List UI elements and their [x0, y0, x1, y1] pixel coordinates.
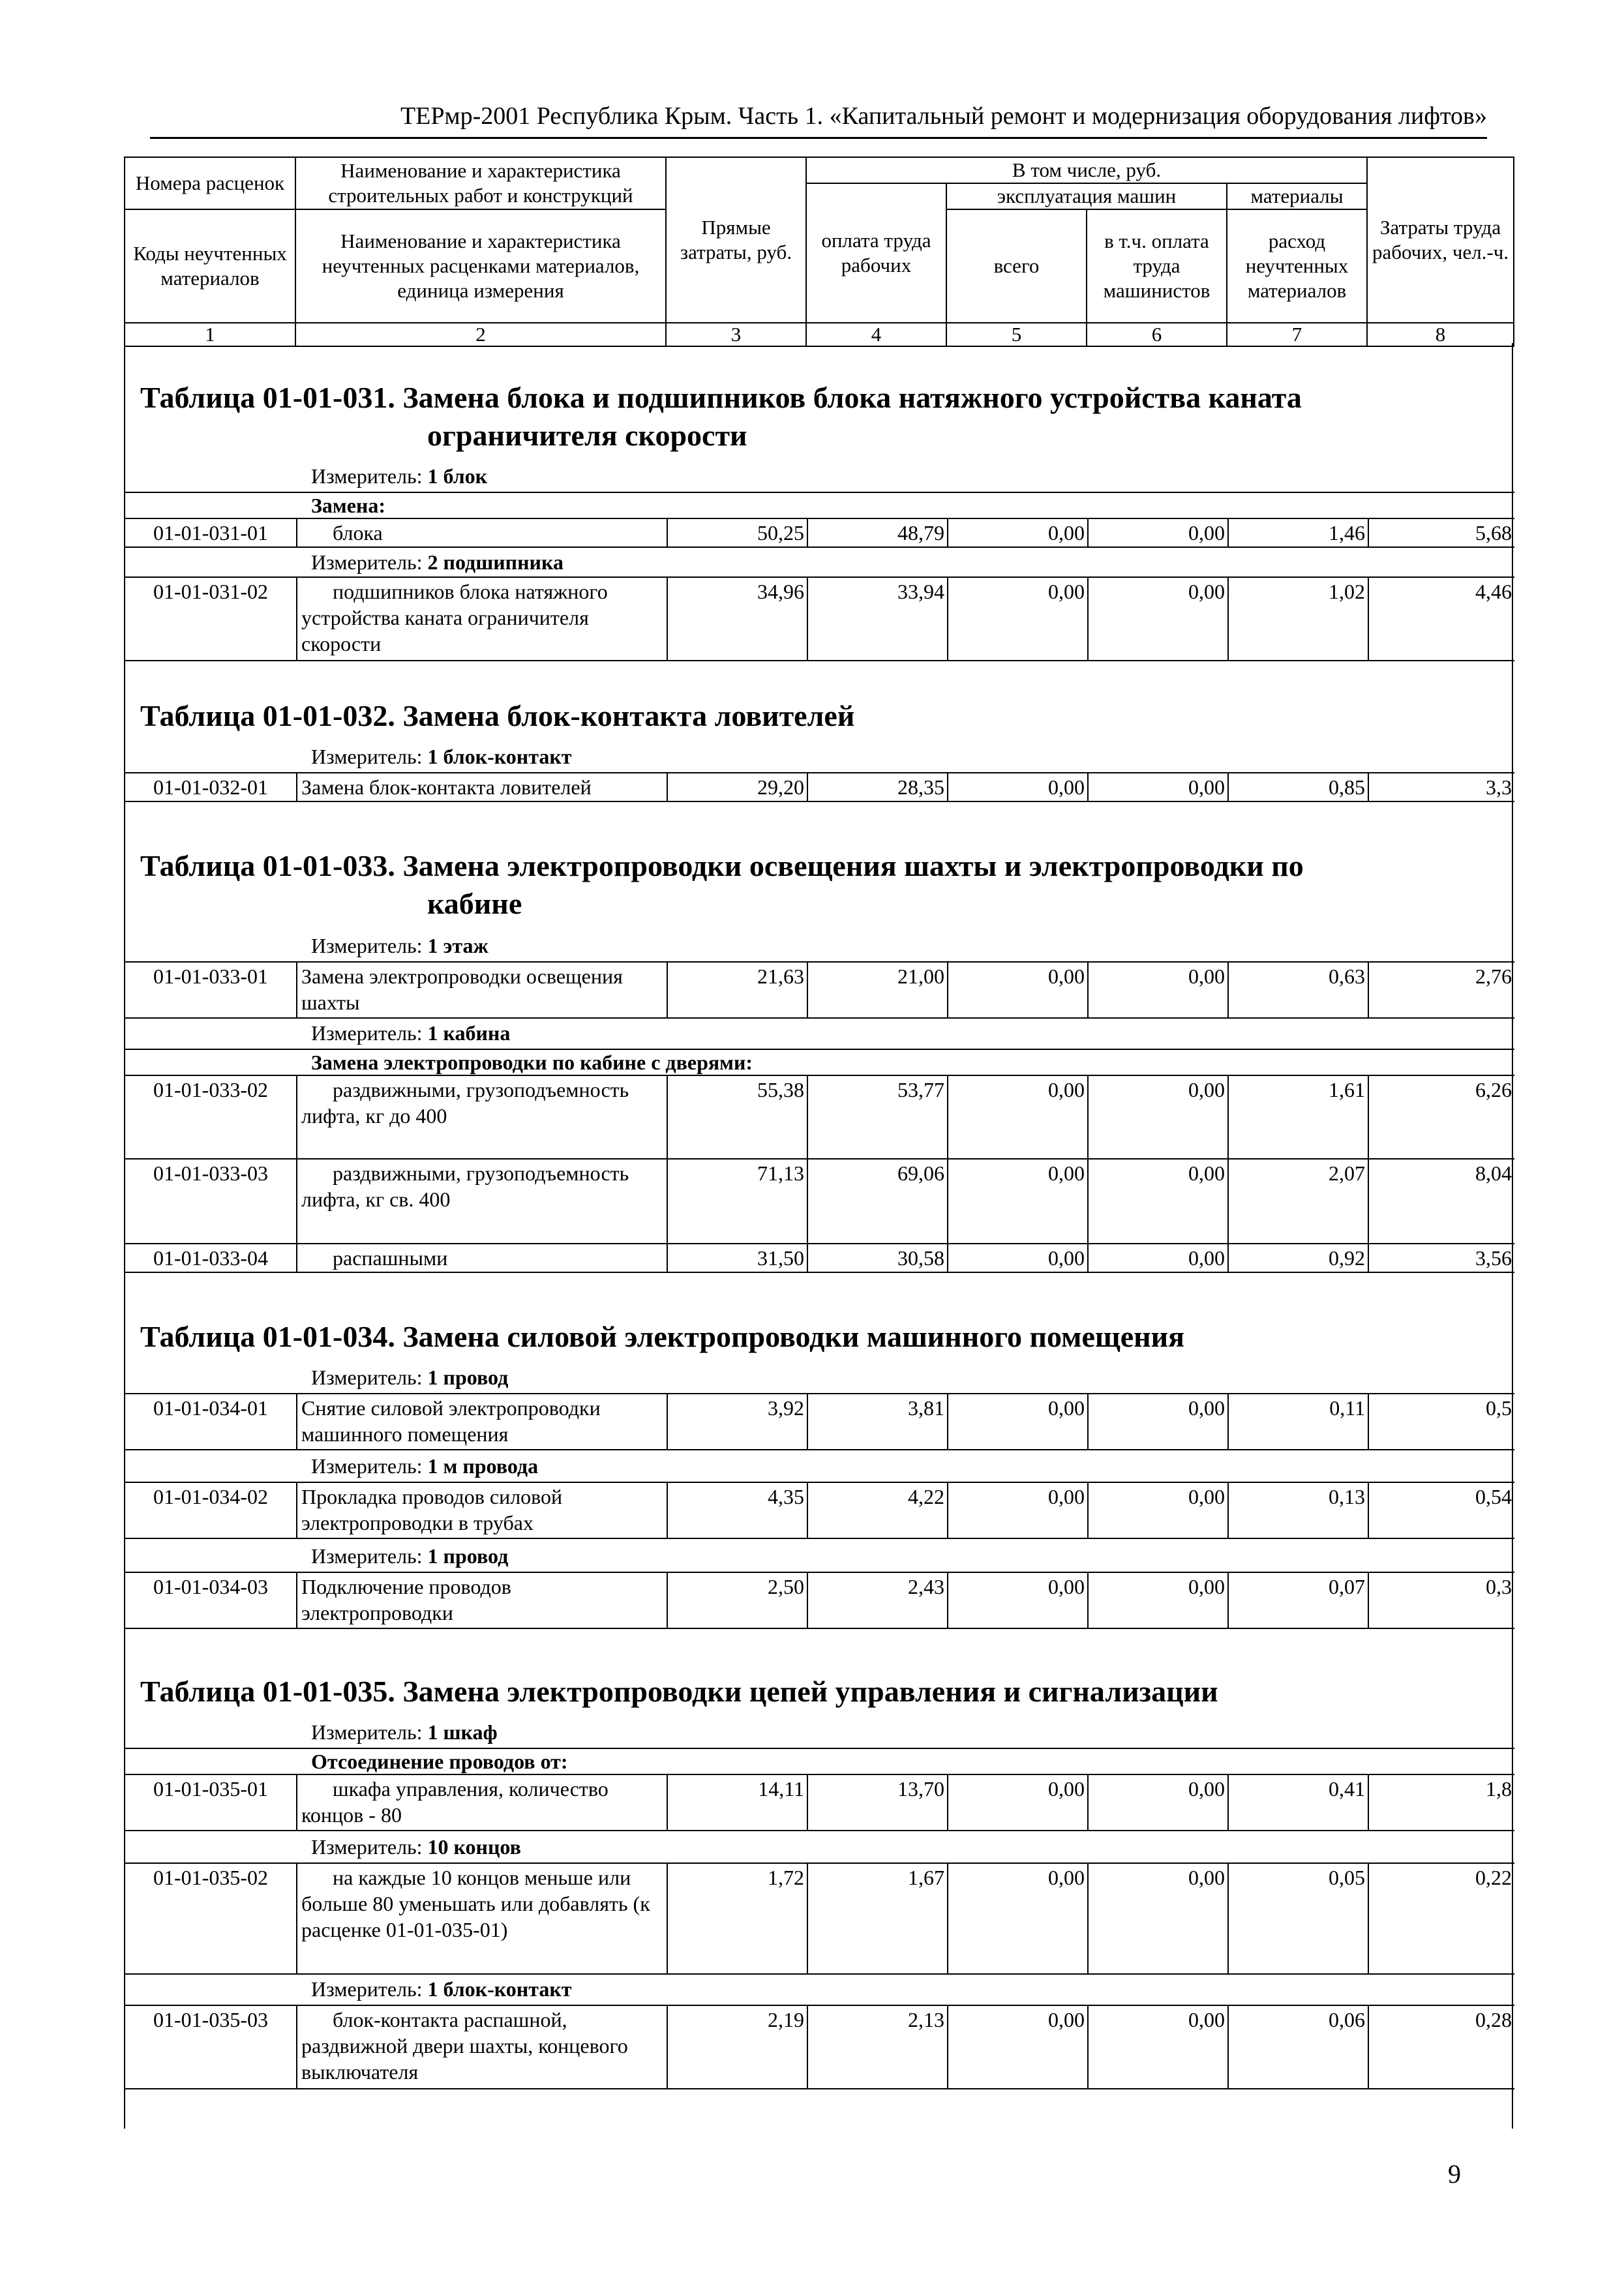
rate-code: 01-01-033-01 — [153, 965, 268, 988]
machines-header: эксплуатация машин — [946, 183, 1227, 209]
rate-code: 01-01-034-02 — [153, 1485, 268, 1508]
labor-pay: 28,35 — [807, 773, 947, 801]
rate-name: раздвижными, грузоподъемность лифта, кг до 400 — [296, 1076, 667, 1158]
table-035-measure-2: Измеритель: 10 концов — [311, 1835, 521, 1859]
materials: 2,07 — [1227, 1159, 1368, 1243]
machines-pay: 0,00 — [1087, 1573, 1227, 1628]
table-row — [125, 518, 1514, 548]
table-033-measure-2: Измеритель: 1 кабина — [311, 1021, 511, 1045]
table-035-measure-1: Измеритель: 1 шкаф — [311, 1720, 498, 1744]
table-row — [125, 2005, 1514, 2089]
running-title: ТЕРмр-2001 Республика Крым. Часть 1. «Капитальный ремонт и модернизация оборудования лифтов» — [400, 102, 1487, 130]
table-031-group-heading: Замена: — [125, 492, 1514, 519]
materials: 0,13 — [1227, 1483, 1368, 1538]
table-034-title: Таблица 01-01-034. Замена силовой электропроводки машинного помещения — [140, 1320, 1185, 1353]
col3-header: Прямые затраты, руб. — [666, 157, 806, 323]
machines-total: 0,00 — [947, 578, 1087, 660]
rate-name: на каждые 10 концов меньше или больше 80 уменьшать или добавлять (к расценке 01-01-035-01) — [296, 1864, 667, 1973]
labor-hours: 2,76 — [1368, 963, 1514, 1017]
materials: 0,63 — [1227, 963, 1368, 1017]
table-row — [125, 1243, 1514, 1273]
materials: 0,41 — [1227, 1775, 1368, 1830]
rate-name: блока — [296, 519, 667, 546]
rate-name: распашными — [296, 1244, 667, 1272]
rate-code: 01-01-031-02 — [153, 580, 268, 603]
rate-code: 01-01-033-04 — [153, 1246, 268, 1270]
table-033-group-heading: Замена электропроводки по кабине с дверями: — [125, 1049, 1514, 1076]
direct-costs: 2,50 — [667, 1573, 807, 1628]
machines-pay: 0,00 — [1087, 773, 1227, 801]
labor-hours: 0,54 — [1368, 1483, 1514, 1538]
machines-total: 0,00 — [947, 1159, 1087, 1243]
labor-hours: 6,26 — [1368, 1076, 1514, 1158]
rate-code: 01-01-035-03 — [153, 2008, 268, 2031]
labor-hours: 5,68 — [1368, 519, 1514, 546]
rate-name: раздвижными, грузоподъемность лифта, кг св. 400 — [296, 1159, 667, 1243]
machines-total: 0,00 — [947, 2006, 1087, 2088]
machines-pay-header: в т.ч. оплата труда машинистов — [1087, 209, 1227, 323]
machines-pay: 0,00 — [1087, 963, 1227, 1017]
machines-total: 0,00 — [947, 773, 1087, 801]
page-number: 9 — [1448, 2159, 1461, 2189]
table-row — [125, 1572, 1514, 1629]
materials: 1,61 — [1227, 1076, 1368, 1158]
col1-top-header: Номера расценок — [125, 157, 295, 209]
materials-header: материалы — [1227, 183, 1367, 209]
table-032-measure-1: Измеритель: 1 блок-контакт — [311, 745, 572, 768]
direct-costs: 1,72 — [667, 1864, 807, 1973]
labor-pay: 53,77 — [807, 1076, 947, 1158]
rate-code: 01-01-033-02 — [153, 1078, 268, 1101]
table-031-measure-2: Измеритель: 2 подшипника — [311, 550, 564, 574]
table-033-title-line2: кабине — [427, 887, 522, 920]
rate-code: 01-01-034-01 — [153, 1396, 268, 1420]
col-number-2: 2 — [295, 323, 666, 346]
rate-code: 01-01-032-01 — [153, 775, 268, 799]
machines-total: 0,00 — [947, 1394, 1087, 1449]
table-034-measure-2: Измеритель: 1 м провода — [311, 1454, 539, 1478]
col-number-8: 8 — [1367, 323, 1514, 346]
running-header — [150, 91, 1487, 139]
machines-pay: 0,00 — [1087, 1775, 1227, 1830]
table-034-measure-3: Измеритель: 1 провод — [311, 1544, 509, 1568]
machines-total: 0,00 — [947, 1076, 1087, 1158]
rate-name: Замена блок-контакта ловителей — [296, 773, 667, 801]
rate-code: 01-01-035-01 — [153, 1777, 268, 1801]
table-035-title: Таблица 01-01-035. Замена электропроводки цепей управления и сигнализации — [140, 1675, 1218, 1708]
direct-costs: 2,19 — [667, 2006, 807, 2088]
table-row — [125, 1393, 1514, 1450]
rates-body — [124, 343, 1513, 2129]
machines-total: 0,00 — [947, 1483, 1087, 1538]
labor-hours: 0,5 — [1368, 1394, 1514, 1449]
col8-header: Затраты труда рабочих, чел.-ч. — [1367, 157, 1514, 323]
direct-costs: 4,35 — [667, 1483, 807, 1538]
col2-top-header: Наименование и характеристика строительных работ и конструкций — [295, 157, 666, 209]
table-row — [125, 961, 1514, 1019]
table-row — [125, 1774, 1514, 1831]
labor-pay: 2,43 — [807, 1573, 947, 1628]
labor-hours: 4,46 — [1368, 578, 1514, 660]
incl-header: В том числе, руб. — [806, 157, 1367, 183]
table-031-title-line1: Таблица 01-01-031. Замена блока и подшипников блока натяжного устройства каната — [140, 381, 1302, 414]
materials: 0,11 — [1227, 1394, 1368, 1449]
table-row — [125, 1158, 1514, 1244]
table-row — [125, 772, 1514, 802]
machines-total: 0,00 — [947, 1775, 1087, 1830]
direct-costs: 14,11 — [667, 1775, 807, 1830]
col-number-4: 4 — [806, 323, 946, 346]
direct-costs: 3,92 — [667, 1394, 807, 1449]
col-number-7: 7 — [1227, 323, 1367, 346]
labor-pay: 21,00 — [807, 963, 947, 1017]
direct-costs: 21,63 — [667, 963, 807, 1017]
labor-pay: 48,79 — [807, 519, 947, 546]
machines-pay: 0,00 — [1087, 1076, 1227, 1158]
materials: 0,07 — [1227, 1573, 1368, 1628]
table-row — [125, 1075, 1514, 1159]
materials: 1,02 — [1227, 578, 1368, 660]
labor-hours: 8,04 — [1368, 1159, 1514, 1243]
materials-sub-header: расход неучтенных материалов — [1227, 209, 1367, 323]
materials: 0,92 — [1227, 1244, 1368, 1272]
labor-pay: 1,67 — [807, 1864, 947, 1973]
machines-total: 0,00 — [947, 519, 1087, 546]
rate-code: 01-01-035-02 — [153, 1866, 268, 1889]
labor-hours: 1,8 — [1368, 1775, 1514, 1830]
labor-hours: 0,22 — [1368, 1864, 1514, 1973]
labor-hours: 3,3 — [1368, 773, 1514, 801]
materials: 0,05 — [1227, 1864, 1368, 1973]
rate-name: Прокладка проводов силовой электропроводки в трубах — [296, 1483, 667, 1538]
machines-pay: 0,00 — [1087, 1483, 1227, 1538]
col-number-6: 6 — [1087, 323, 1227, 346]
col-number-1: 1 — [125, 323, 295, 346]
table-034-measure-1: Измеритель: 1 провод — [311, 1366, 509, 1389]
materials: 0,85 — [1227, 773, 1368, 801]
machines-pay: 0,00 — [1087, 1394, 1227, 1449]
machines-total: 0,00 — [947, 963, 1087, 1017]
machines-pay: 0,00 — [1087, 1159, 1227, 1243]
machines-pay: 0,00 — [1087, 578, 1227, 660]
machines-pay: 0,00 — [1087, 1864, 1227, 1973]
direct-costs: 34,96 — [667, 578, 807, 660]
col-number-3: 3 — [666, 323, 806, 346]
table-row — [125, 1863, 1514, 1975]
labor-hours: 0,28 — [1368, 2006, 1514, 2088]
machines-total: 0,00 — [947, 1573, 1087, 1628]
machines-total: 0,00 — [947, 1864, 1087, 1973]
rate-code: 01-01-034-03 — [153, 1575, 268, 1598]
machines-pay: 0,00 — [1087, 2006, 1227, 2088]
table-035-group-heading: Отсоединение проводов от: — [125, 1748, 1514, 1775]
rate-name: подшипников блока натяжного устройства каната ограничителя скорости — [296, 578, 667, 660]
table-033-title-line1: Таблица 01-01-033. Замена электропроводки освещения шахты и электропроводки по — [140, 849, 1304, 882]
rate-name: Замена электропроводки освещения шахты — [296, 963, 667, 1017]
labor-hours: 3,56 — [1368, 1244, 1514, 1272]
table-031-measure-1: Измеритель: 1 блок — [311, 464, 488, 488]
labor-hours: 0,3 — [1368, 1573, 1514, 1628]
table-032-title: Таблица 01-01-032. Замена блок-контакта ловителей — [140, 699, 855, 732]
labor-pay: 30,58 — [807, 1244, 947, 1272]
col-number-5: 5 — [946, 323, 1087, 346]
machines-total-header: всего — [946, 209, 1087, 323]
table-row — [125, 1482, 1514, 1539]
direct-costs: 55,38 — [667, 1076, 807, 1158]
col1-bottom-header: Коды неучтенных материалов — [125, 209, 295, 323]
labor-pay: 13,70 — [807, 1775, 947, 1830]
table-row — [125, 576, 1514, 661]
column-header-table — [124, 157, 1514, 347]
labor-pay-header: оплата труда рабочих — [806, 183, 946, 323]
direct-costs: 31,50 — [667, 1244, 807, 1272]
labor-pay: 33,94 — [807, 578, 947, 660]
labor-pay: 69,06 — [807, 1159, 947, 1243]
direct-costs: 50,25 — [667, 519, 807, 546]
materials: 1,46 — [1227, 519, 1368, 546]
labor-pay: 4,22 — [807, 1483, 947, 1538]
machines-pay: 0,00 — [1087, 1244, 1227, 1272]
rate-name: Снятие силовой электропроводки машинного помещения — [296, 1394, 667, 1449]
materials: 0,06 — [1227, 2006, 1368, 2088]
rate-name: блок-контакта распашной, раздвижной двери шахты, концевого выключателя — [296, 2006, 667, 2088]
machines-total: 0,00 — [947, 1244, 1087, 1272]
labor-pay: 2,13 — [807, 2006, 947, 2088]
direct-costs: 71,13 — [667, 1159, 807, 1243]
rate-name: Подключение проводов электропроводки — [296, 1573, 667, 1628]
machines-pay: 0,00 — [1087, 519, 1227, 546]
col2-bottom-header: Наименование и характеристика неучтенных расценками материалов, единица измерения — [295, 209, 666, 323]
rate-code: 01-01-031-01 — [153, 521, 268, 545]
labor-pay: 3,81 — [807, 1394, 947, 1449]
rate-code: 01-01-033-03 — [153, 1161, 268, 1185]
table-035-measure-3: Измеритель: 1 блок-контакт — [311, 1977, 572, 2001]
table-033-measure-1: Измеритель: 1 этаж — [311, 934, 489, 957]
direct-costs: 29,20 — [667, 773, 807, 801]
table-031-title-line2: ограничителя скорости — [427, 419, 747, 452]
rate-name: шкафа управления, количество концов - 80 — [296, 1775, 667, 1830]
